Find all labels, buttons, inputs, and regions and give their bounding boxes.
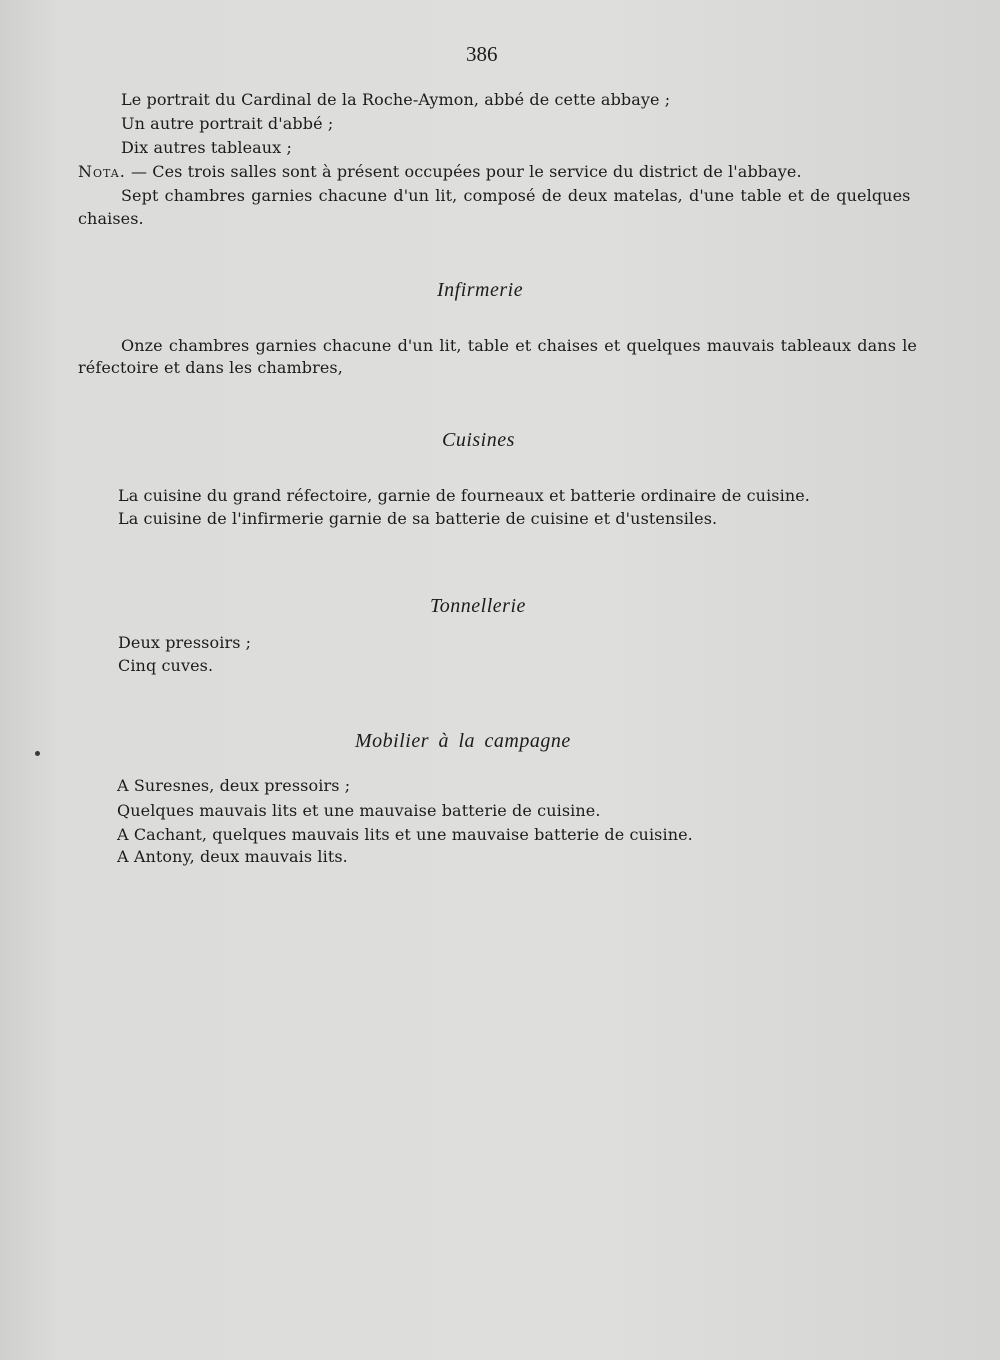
text-line: Cinq cuves. [118,656,214,675]
nota-label: Nota. [78,162,126,181]
section-heading-cuisines: Cuisines [442,429,515,451]
text-line: La cuisine de l'infirmerie garnie de sa batterie de cuisine et d'ustensiles. [118,509,718,528]
text-line: Le portrait du Cardinal de la Roche-Aymon, abbé de cette abbaye ; [121,90,671,109]
text-line: Un autre portrait d'abbé ; [121,114,334,133]
text-line: chaises. [78,209,144,228]
text-line: réfectoire et dans les chambres, [78,358,343,377]
text-line: Dix autres tableaux ; [121,138,292,157]
section-heading-tonnellerie: Tonnellerie [430,595,526,617]
text-line: A Suresnes, deux pressoirs ; [117,776,351,795]
text-line: A Antony, deux mauvais lits. [117,847,348,866]
page-number: 386 [466,42,498,66]
text-line: Quelques mauvais lits et une mauvaise batterie de cuisine. [117,801,601,820]
section-heading-infirmerie: Infirmerie [437,279,524,301]
text-line: A Cachant, quelques mauvais lits et une mauvaise batterie de cuisine. [117,825,693,844]
text-line: La cuisine du grand réfectoire, garnie de fourneaux et batterie ordinaire de cuisine. [118,486,810,505]
nota-line [78,162,802,182]
stray-ink-dot [35,751,40,756]
nota-text: — Ces trois salles sont à présent occupées pour le service du district de l'abbaye. [125,162,802,181]
text-line: Onze chambres garnies chacune d'un lit, table et chaises et quelques mauvais tableaux dans le [121,336,917,355]
text-line: Sept chambres garnies chacune d'un lit, composé de deux matelas, d'une table et de quelques [121,186,911,205]
section-heading-mobilier: Mobilier à la campagne [355,730,571,752]
text-line: Deux pressoirs ; [118,633,252,652]
